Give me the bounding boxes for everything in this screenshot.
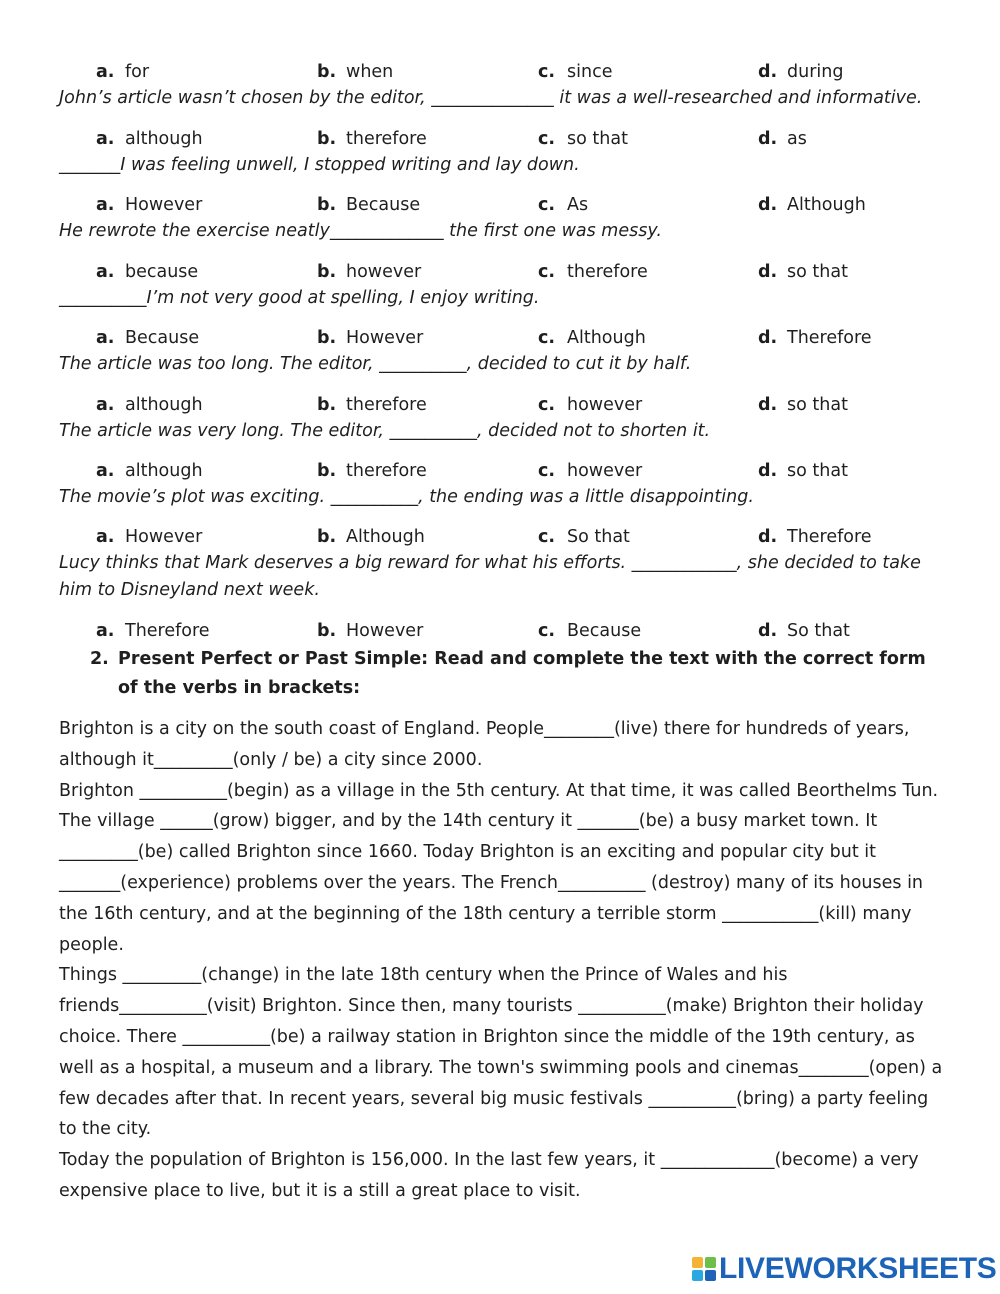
liveworksheets-logo [692,1253,997,1285]
option-b[interactable]: b. therefore [317,129,427,149]
option-d[interactable]: d. as [758,129,807,149]
options-row-7 [0,458,1000,484]
option-d[interactable]: d. so that [758,262,848,282]
options-row-3 [0,192,1000,218]
question-sentence: Lucy thinks that Mark deserves a big reward for what his efforts. ____________, she decided to take him to Disneyland next week. [59,553,921,600]
option-a[interactable]: a. although [96,395,203,415]
option-d[interactable]: d. Therefore [758,527,872,547]
option-d[interactable]: d. during [758,62,844,82]
option-c[interactable]: c. So that [538,527,630,547]
option-b[interactable]: b. However [317,621,424,641]
option-a[interactable]: a. although [96,129,203,149]
section-heading [90,645,950,703]
options-row-8 [0,524,1000,550]
option-a[interactable]: a. Because [96,328,200,348]
question-sentence: _______I was feeling unwell, I stopped writing and lay down. [59,155,580,175]
passage-paragraph: Brighton __________(begin) as a village in the 5th century. At that time, it was called Beorthelms Tun. The village ______(grow) bigger, and by the 14th century it _______(be) a busy market town. It _________(be) called Brighton since 1660. Today Brighton is an exciting and popular city but it _______(experience) problems over the years. The French__________ (destroy) many of its houses in the 16th century, and at the beginning of the 18th century a terrible storm ___________(kill) many people. [59,780,939,955]
option-d[interactable]: d. so that [758,461,848,481]
options-row-4 [0,259,1000,285]
option-b[interactable]: b. Although [317,527,425,547]
option-a[interactable]: a. because [96,262,199,282]
option-b[interactable]: b. However [317,328,424,348]
option-c[interactable]: c. however [538,461,643,481]
question-sentence: The article was very long. The editor, __________, decided not to shorten it. [59,421,711,441]
option-a[interactable]: a. although [96,461,203,481]
question-sentence: John’s article wasn’t chosen by the editor, ______________ it was a well-researched and informative. [59,88,923,108]
logo-square [705,1257,716,1268]
option-c[interactable]: c. As [538,195,589,215]
logo-grid-icon [692,1257,716,1281]
option-a[interactable]: a. Therefore [96,621,210,641]
question-sentence: __________I’m not very good at spelling, I enjoy writing. [59,288,540,308]
option-b[interactable]: b. when [317,62,394,82]
options-row-5 [0,325,1000,351]
option-b[interactable]: b. however [317,262,422,282]
option-c[interactable]: c. however [538,395,643,415]
option-a[interactable]: a. However [96,195,203,215]
question-sentence: The movie’s plot was exciting. __________, the ending was a little disappointing. [59,487,754,507]
question-sentence: He rewrote the exercise neatly_____________ the first one was messy. [59,221,662,241]
logo-square [705,1270,716,1281]
option-c[interactable]: c. so that [538,129,628,149]
passage-paragraph: Brighton is a city on the south coast of England. People________(live) there for hundreds of years, although it_________(only / be) a city since 2000. [59,719,910,770]
option-c[interactable]: c. since [538,62,613,82]
question-sentence: The article was too long. The editor, __________, decided to cut it by half. [59,354,692,374]
option-b[interactable]: b. Because [317,195,421,215]
option-b[interactable]: b. therefore [317,395,427,415]
options-row-9 [0,618,1000,644]
passage-paragraph: Today the population of Brighton is 156,000. In the last few years, it _____________(become) a very expensive place to live, but it is a still a great place to visit. [59,1150,919,1201]
option-a[interactable]: a. for [96,62,150,82]
section-number: 2. [90,649,109,669]
brighton-passage [59,714,949,1207]
option-c[interactable]: c. Because [538,621,642,641]
option-b[interactable]: b. therefore [317,461,427,481]
options-row-2 [0,126,1000,152]
section-instructions: Present Perfect or Past Simple: Read and complete the text with the correct form of the verbs in brackets: [118,649,926,698]
option-d[interactable]: d. Therefore [758,328,872,348]
options-row-1 [0,59,1000,85]
logo-text: LIVEWORKSHEETS [719,1252,997,1285]
option-a[interactable]: a. However [96,527,203,547]
logo-square [692,1257,703,1268]
passage-paragraph: Things _________(change) in the late 18th century when the Prince of Wales and his friends__________(visit) Brighton. Since then, many tourists __________(make) Brighton their holiday choice. There __________(be) a railway station in Brighton since the middle of the 19th century, as well as a hospital, a museum and a library. The town's swimming pools and cinemas________(open) a few decades after that. In recent years, several big music festivals __________(bring) a party feeling to the city. [59,965,943,1140]
logo-square [692,1270,703,1281]
option-c[interactable]: c. therefore [538,262,648,282]
option-d[interactable]: d. so that [758,395,848,415]
options-row-6 [0,392,1000,418]
option-d[interactable]: d. Although [758,195,866,215]
option-d[interactable]: d. So that [758,621,850,641]
option-c[interactable]: c. Although [538,328,646,348]
